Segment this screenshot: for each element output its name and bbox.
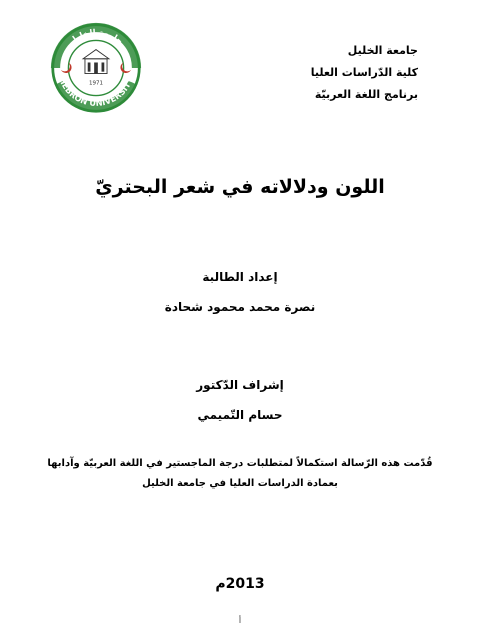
student-name: نصرة محمد محمود شحادة <box>164 300 316 314</box>
thesis-year: 2013م <box>215 576 265 592</box>
prepared-by-label: إعداد الطالبة <box>202 270 278 284</box>
svg-text:جامعة الخليل <box>67 27 125 46</box>
faculty-name: كلية الدّراسات العليا <box>310 66 418 79</box>
thesis-title: اللون ودلالاته في شعر البحتريّ <box>95 176 385 198</box>
supervisor-name: حسام التّميمي <box>197 408 283 422</box>
logo-text-arabic: جامعة الخليل <box>66 27 126 47</box>
university-header <box>311 40 418 106</box>
page-number: أ <box>238 616 242 625</box>
logo-ring-text <box>50 22 142 114</box>
logo-text-english: HEBRON UNIVERSITY <box>57 75 135 109</box>
program-name: برنامج اللغة العربيّة <box>314 88 418 101</box>
statement-line-2: بعمادة الدراسات العليا في جامعة الخليل <box>142 478 338 489</box>
logo-year: 1971 <box>88 80 104 87</box>
university-name: جامعة الخليل <box>347 44 418 57</box>
submission-statement <box>40 454 440 494</box>
svg-text:HEBRON UNIVERSITY <box>57 75 135 108</box>
supervision-label: إشراف الدّكتور <box>196 378 284 392</box>
statement-line-1: قُدّمت هذه الرّسالة استكمالاً لمتطلبات درجة الماجستير في اللغة العربيّة وآدابها <box>47 458 433 469</box>
